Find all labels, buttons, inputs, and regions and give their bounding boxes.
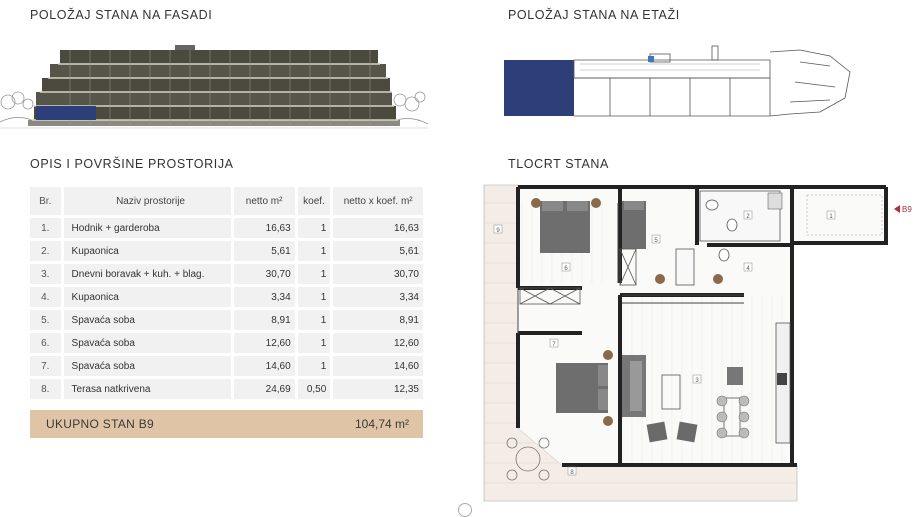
room-number-6 bbox=[562, 263, 570, 272]
row-number: 7. bbox=[30, 356, 61, 376]
room-koef: 1 bbox=[295, 356, 331, 376]
room-number-label: 6 bbox=[564, 266, 568, 272]
room-koef: 1 bbox=[295, 287, 331, 307]
table-row bbox=[30, 218, 423, 238]
row-number: 5. bbox=[30, 310, 61, 330]
room-netto: 5,61 bbox=[231, 241, 295, 261]
room-number-label: 7 bbox=[552, 342, 556, 348]
table-row bbox=[30, 310, 423, 330]
room-name: Kupaonica bbox=[61, 241, 231, 261]
room-name: Hodnik + garderoba bbox=[61, 218, 231, 238]
room-total: 12,60 bbox=[330, 333, 423, 353]
row-number: 1. bbox=[30, 218, 61, 238]
table-row bbox=[30, 287, 423, 307]
row-number: 3. bbox=[30, 264, 61, 284]
facade-unit-highlight bbox=[36, 106, 96, 120]
room-total: 8,91 bbox=[330, 310, 423, 330]
column-header-no: Br. bbox=[30, 187, 61, 215]
room-name: Spavaća soba bbox=[61, 310, 231, 330]
column-header-koef: koef. bbox=[295, 187, 331, 215]
room-total: 5,61 bbox=[330, 241, 423, 261]
table-header-row bbox=[30, 187, 423, 215]
apartment-floor-plan bbox=[482, 183, 912, 503]
room-number-2 bbox=[744, 211, 752, 220]
total-label: UKUPNO STAN B9 bbox=[46, 417, 154, 431]
floor-plan-heading: TLOCRT STANA bbox=[508, 157, 609, 171]
room-total: 12,35 bbox=[330, 379, 423, 399]
unit-tag-label: B9 bbox=[902, 205, 912, 214]
room-netto: 14,60 bbox=[231, 356, 295, 376]
room-number-label: 2 bbox=[746, 214, 750, 220]
bed-icon bbox=[540, 201, 590, 253]
room-number-9 bbox=[494, 225, 502, 234]
table-row bbox=[30, 356, 423, 376]
floor-unit-highlight bbox=[504, 60, 574, 116]
room-number-label: 8 bbox=[570, 470, 574, 476]
room-number-8 bbox=[568, 467, 576, 476]
column-header-netto: netto m² bbox=[231, 187, 295, 215]
room-netto: 24,69 bbox=[231, 379, 295, 399]
room-koef: 1 bbox=[295, 310, 331, 330]
rooms-description-heading: OPIS I POVRŠINE PROSTORIJA bbox=[30, 157, 234, 171]
total-value: 104,74 m² bbox=[354, 417, 409, 431]
room-number-7 bbox=[550, 339, 558, 348]
bed-icon bbox=[622, 201, 646, 249]
rooms-table bbox=[30, 184, 423, 402]
room-number-label: 9 bbox=[496, 228, 500, 234]
entrance-marker bbox=[894, 205, 912, 214]
room-koef: 1 bbox=[295, 218, 331, 238]
room-number-3 bbox=[693, 375, 701, 384]
room-name: Spavaća soba bbox=[61, 356, 231, 376]
room-number-4 bbox=[744, 263, 752, 272]
room-koef: 1 bbox=[295, 241, 331, 261]
cooktop-icon bbox=[727, 367, 743, 385]
room-number-label: 4 bbox=[746, 266, 750, 272]
room-name: Spavaća soba bbox=[61, 333, 231, 353]
room-number-label: 3 bbox=[695, 378, 699, 384]
column-header-total: netto x koef. m² bbox=[330, 187, 423, 215]
floor-position-heading: POLOŽAJ STANA NA ETAŽI bbox=[508, 8, 680, 22]
room-number-label: 1 bbox=[829, 214, 833, 220]
floor-plan-outline bbox=[574, 46, 850, 116]
table-row bbox=[30, 333, 423, 353]
table-row bbox=[30, 241, 423, 261]
row-number: 6. bbox=[30, 333, 61, 353]
row-number: 4. bbox=[30, 287, 61, 307]
room-koef: 1 bbox=[295, 264, 331, 284]
table-row bbox=[30, 264, 423, 284]
facade-elevation-drawing bbox=[0, 42, 428, 132]
room-number-label: 5 bbox=[654, 238, 658, 244]
row-number: 2. bbox=[30, 241, 61, 261]
room-total: 16,63 bbox=[330, 218, 423, 238]
room-total: 30,70 bbox=[330, 264, 423, 284]
room-total: 14,60 bbox=[330, 356, 423, 376]
room-netto: 3,34 bbox=[231, 287, 295, 307]
room-netto: 8,91 bbox=[231, 310, 295, 330]
room-name: Kupaonica bbox=[61, 287, 231, 307]
floor-key-plan bbox=[500, 42, 915, 122]
room-netto: 12,60 bbox=[231, 333, 295, 353]
room-koef: 1 bbox=[295, 333, 331, 353]
facade-heading: POLOŽAJ STANA NA FASADI bbox=[30, 8, 213, 22]
room-name: Dnevni boravak + kuh. + blag. bbox=[61, 264, 231, 284]
room-number-1 bbox=[827, 211, 835, 220]
room-number-5 bbox=[652, 235, 660, 244]
page-indicator bbox=[458, 503, 472, 517]
room-total: 3,34 bbox=[330, 287, 423, 307]
room-koef: 0,50 bbox=[295, 379, 331, 399]
bed-icon bbox=[556, 363, 608, 413]
column-header-name: Naziv prostorije bbox=[61, 187, 231, 215]
row-number: 8. bbox=[30, 379, 61, 399]
room-netto: 30,70 bbox=[231, 264, 295, 284]
total-area-bar bbox=[30, 410, 423, 438]
table-row bbox=[30, 379, 423, 399]
room-name: Terasa natkrivena bbox=[61, 379, 231, 399]
room-netto: 16,63 bbox=[231, 218, 295, 238]
